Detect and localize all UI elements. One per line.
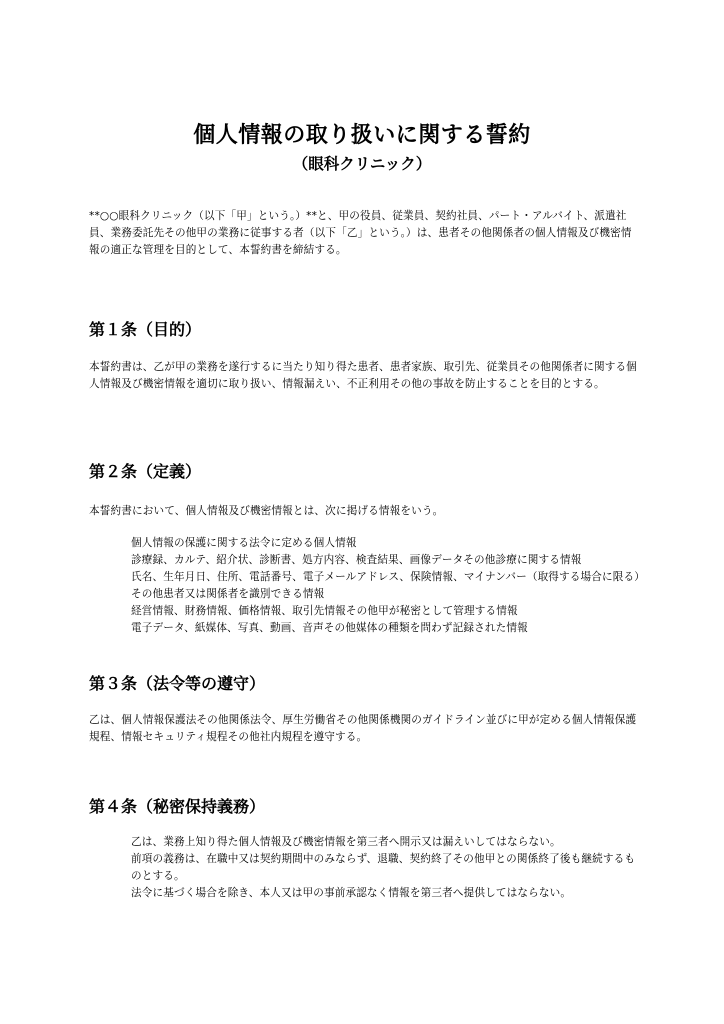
- list-item: 電子データ、紙媒体、写真、動画、音声その他媒体の種類を問わず記録された情報: [131, 622, 528, 634]
- article-1-body: 本誓約書は、乙が甲の業務を遂行するに当たり知り得た患者、患者家族、取引先、従業員その他関係者に関する個人情報及び機密情報を適切に取り扱い、情報漏えい、不正利用その他の事故を防止することを目的とする。: [89, 361, 637, 390]
- list-item: 氏名、生年月日、住所、電話番号、電子メールアドレス、保険情報、マイナンバー（取得する場合に限る）その他患者又は関係者を識別できる情報: [131, 571, 640, 600]
- list-item: 個人情報の保護に関する法令に定める個人情報: [131, 537, 357, 549]
- article-3-heading: 第３条（法令等の遵守）: [89, 674, 266, 693]
- document-title: 個人情報の取り扱いに関する誓約: [193, 123, 531, 148]
- article-3-body: 乙は、個人情報保護法その他関係法令、厚生労働省その他関係機関のガイドライン並びに甲が定める個人情報保護規程、情報セキュリティ規程その他社内規程を遵守する。: [89, 714, 637, 743]
- article-4-heading: 第４条（秘密保持義務）: [89, 797, 266, 816]
- list-item: 法令に基づく場合を除き、本人又は甲の事前承認なく情報を第三者へ提供してはならない。: [131, 887, 572, 899]
- article-2-body: 本誓約書において、個人情報及び機密情報とは、次に掲げる情報をいう。: [89, 505, 444, 517]
- document-subtitle: （眼科クリニック）: [292, 155, 432, 173]
- list-item: 診療録、カルテ、紹介状、診断書、処方内容、検査結果、画像データその他診療に関する情報: [131, 554, 582, 566]
- article-4-obligation-list: [131, 834, 641, 902]
- list-item: 経営情報、財務情報、価格情報、取引先情報その他甲が秘密として管理する情報: [131, 605, 518, 617]
- list-item: 前項の義務は、在職中又は契約期間中のみならず、退職、契約終了その他甲との関係終了後も継続するものとする。: [131, 853, 636, 882]
- article-1-heading: 第１条（目的）: [89, 320, 202, 339]
- preamble-paragraph: **○○眼科クリニック（以下「甲」という。）**と、甲の役員、従業員、契約社員、パート・アルバイト、派遣社員、業務委託先その他甲の業務に従事する者（以下「乙」という。）は、患者その他関係者の個人情報及び機密情報の適正な管理を目的として、本誓約書を締結する。: [89, 210, 632, 256]
- list-item: 乙は、業務上知り得た個人情報及び機密情報を第三者へ開示又は漏えいしてはならない。: [131, 836, 561, 848]
- article-2-definition-list: [131, 535, 641, 637]
- article-2-heading: 第２条（定義）: [89, 462, 202, 481]
